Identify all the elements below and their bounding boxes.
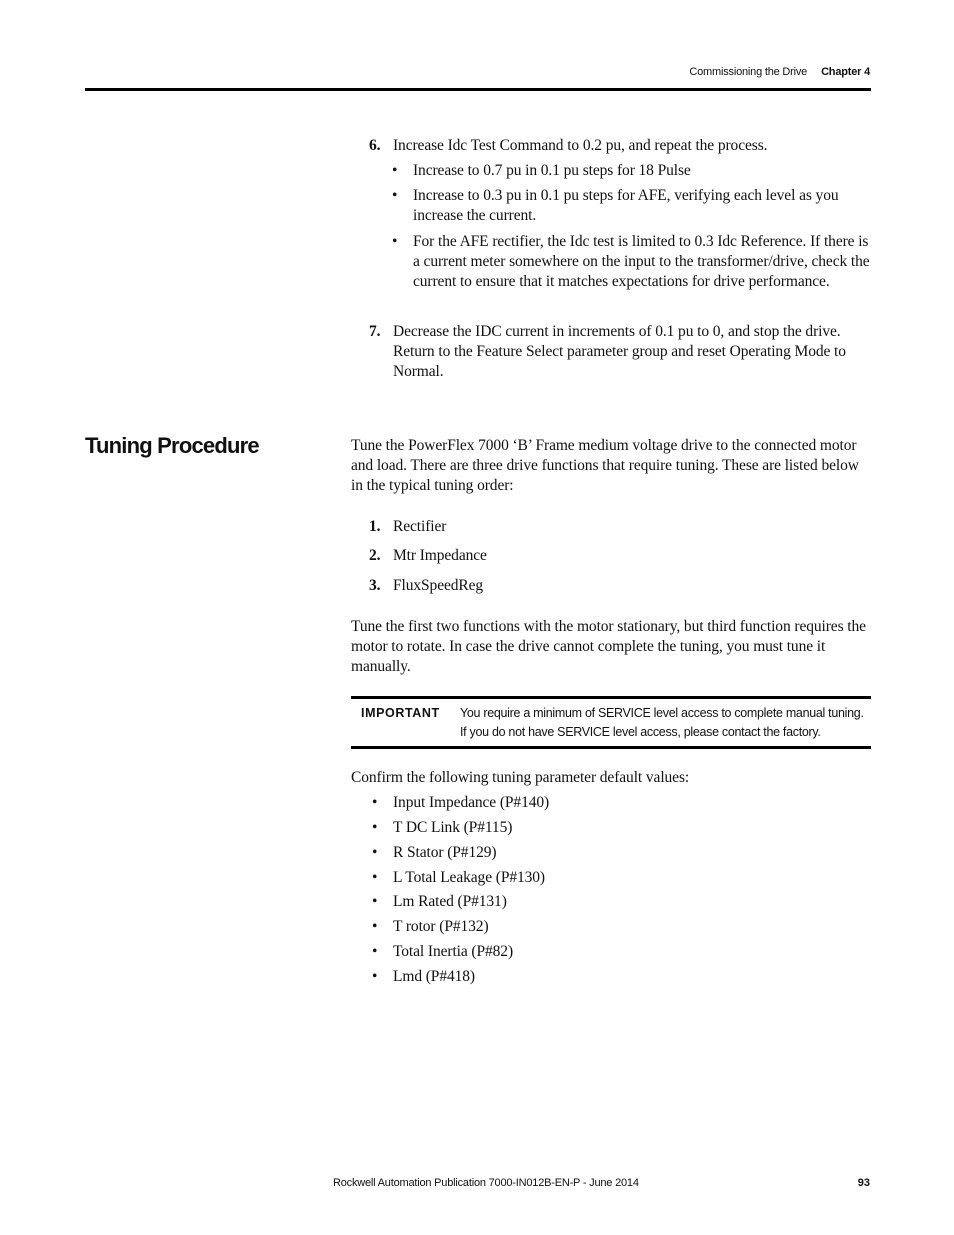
bullet: • — [372, 794, 378, 811]
bullet: • — [372, 943, 378, 960]
footer-publication: Rockwell Automation Publication 7000-IN012B-EN-P - June 2014 — [333, 1177, 639, 1189]
item-number: 2. — [369, 547, 381, 564]
bullet: • — [372, 893, 378, 910]
step-text: Increase Idc Test Command to 0.2 pu, and repeat the process. — [393, 137, 768, 154]
bullet: • — [372, 869, 378, 886]
step-number: 6. — [369, 137, 381, 154]
bullet: • — [372, 819, 378, 836]
item-number: 3. — [369, 577, 381, 594]
body-paragraph: Tune the first two functions with the motor stationary, but third function requires the motor to rotate. In case the drive cannot complete the tuning, you must tune it manually. — [351, 618, 866, 675]
param-text: Lm Rated (P#131) — [393, 893, 507, 910]
section-title: Tuning Procedure — [85, 433, 259, 458]
param-text: T DC Link (P#115) — [393, 819, 513, 836]
param-text: L Total Leakage (P#130) — [393, 869, 545, 886]
confirm-intro: Confirm the following tuning parameter default values: — [351, 769, 690, 786]
running-header — [689, 66, 870, 78]
step-number: 7. — [369, 323, 381, 340]
bullet-text: Increase to 0.3 pu in 0.1 pu steps for AFE, verifying each level as you increase the current. — [413, 187, 839, 224]
important-label: IMPORTANT — [361, 706, 440, 720]
item-text: FluxSpeedReg — [393, 577, 484, 594]
item-number: 1. — [369, 518, 381, 535]
bullet: • — [392, 187, 398, 204]
param-text: Input Impedance (P#140) — [393, 794, 550, 811]
bullet: • — [372, 968, 378, 985]
intro-paragraph: Tune the PowerFlex 7000 ‘B’ Frame medium voltage drive to the connected motor and load. There are three drive functions that require tuning. These are listed below in the typical tuning order: — [351, 437, 859, 494]
header-rule — [85, 88, 871, 91]
important-notice — [351, 696, 871, 749]
param-text: Lmd (P#418) — [393, 968, 475, 985]
bullet: • — [392, 233, 398, 250]
bullet-text: For the AFE rectifier, the Idc test is limited to 0.3 Idc Reference. If there is a current meter somewhere on the input to the transformer/drive, check the current to ensure that it matches expectations for drive performance. — [413, 233, 870, 290]
header-chapter: Chapter 4 — [821, 66, 870, 78]
bullet: • — [392, 162, 398, 179]
param-text: Total Inertia (P#82) — [393, 943, 514, 960]
bullet: • — [372, 844, 378, 861]
param-text: R Stator (P#129) — [393, 844, 497, 861]
item-text: Mtr Impedance — [393, 547, 487, 564]
item-text: Rectifier — [393, 518, 447, 535]
bullet-text: Increase to 0.7 pu in 0.1 pu steps for 18 Pulse — [413, 162, 691, 179]
param-text: T rotor (P#132) — [393, 918, 489, 935]
bullet: • — [372, 918, 378, 935]
step-text: Decrease the IDC current in increments of 0.1 pu to 0, and stop the drive. Return to the Feature Select parameter group and reset Operating Mode to Normal. — [393, 323, 846, 380]
important-text: You require a minimum of SERVICE level access to complete manual tuning. If you do not have SERVICE level access, please contact the factory. — [460, 706, 864, 739]
page-number: 93 — [857, 1177, 870, 1189]
header-section: Commissioning the Drive — [689, 66, 808, 78]
